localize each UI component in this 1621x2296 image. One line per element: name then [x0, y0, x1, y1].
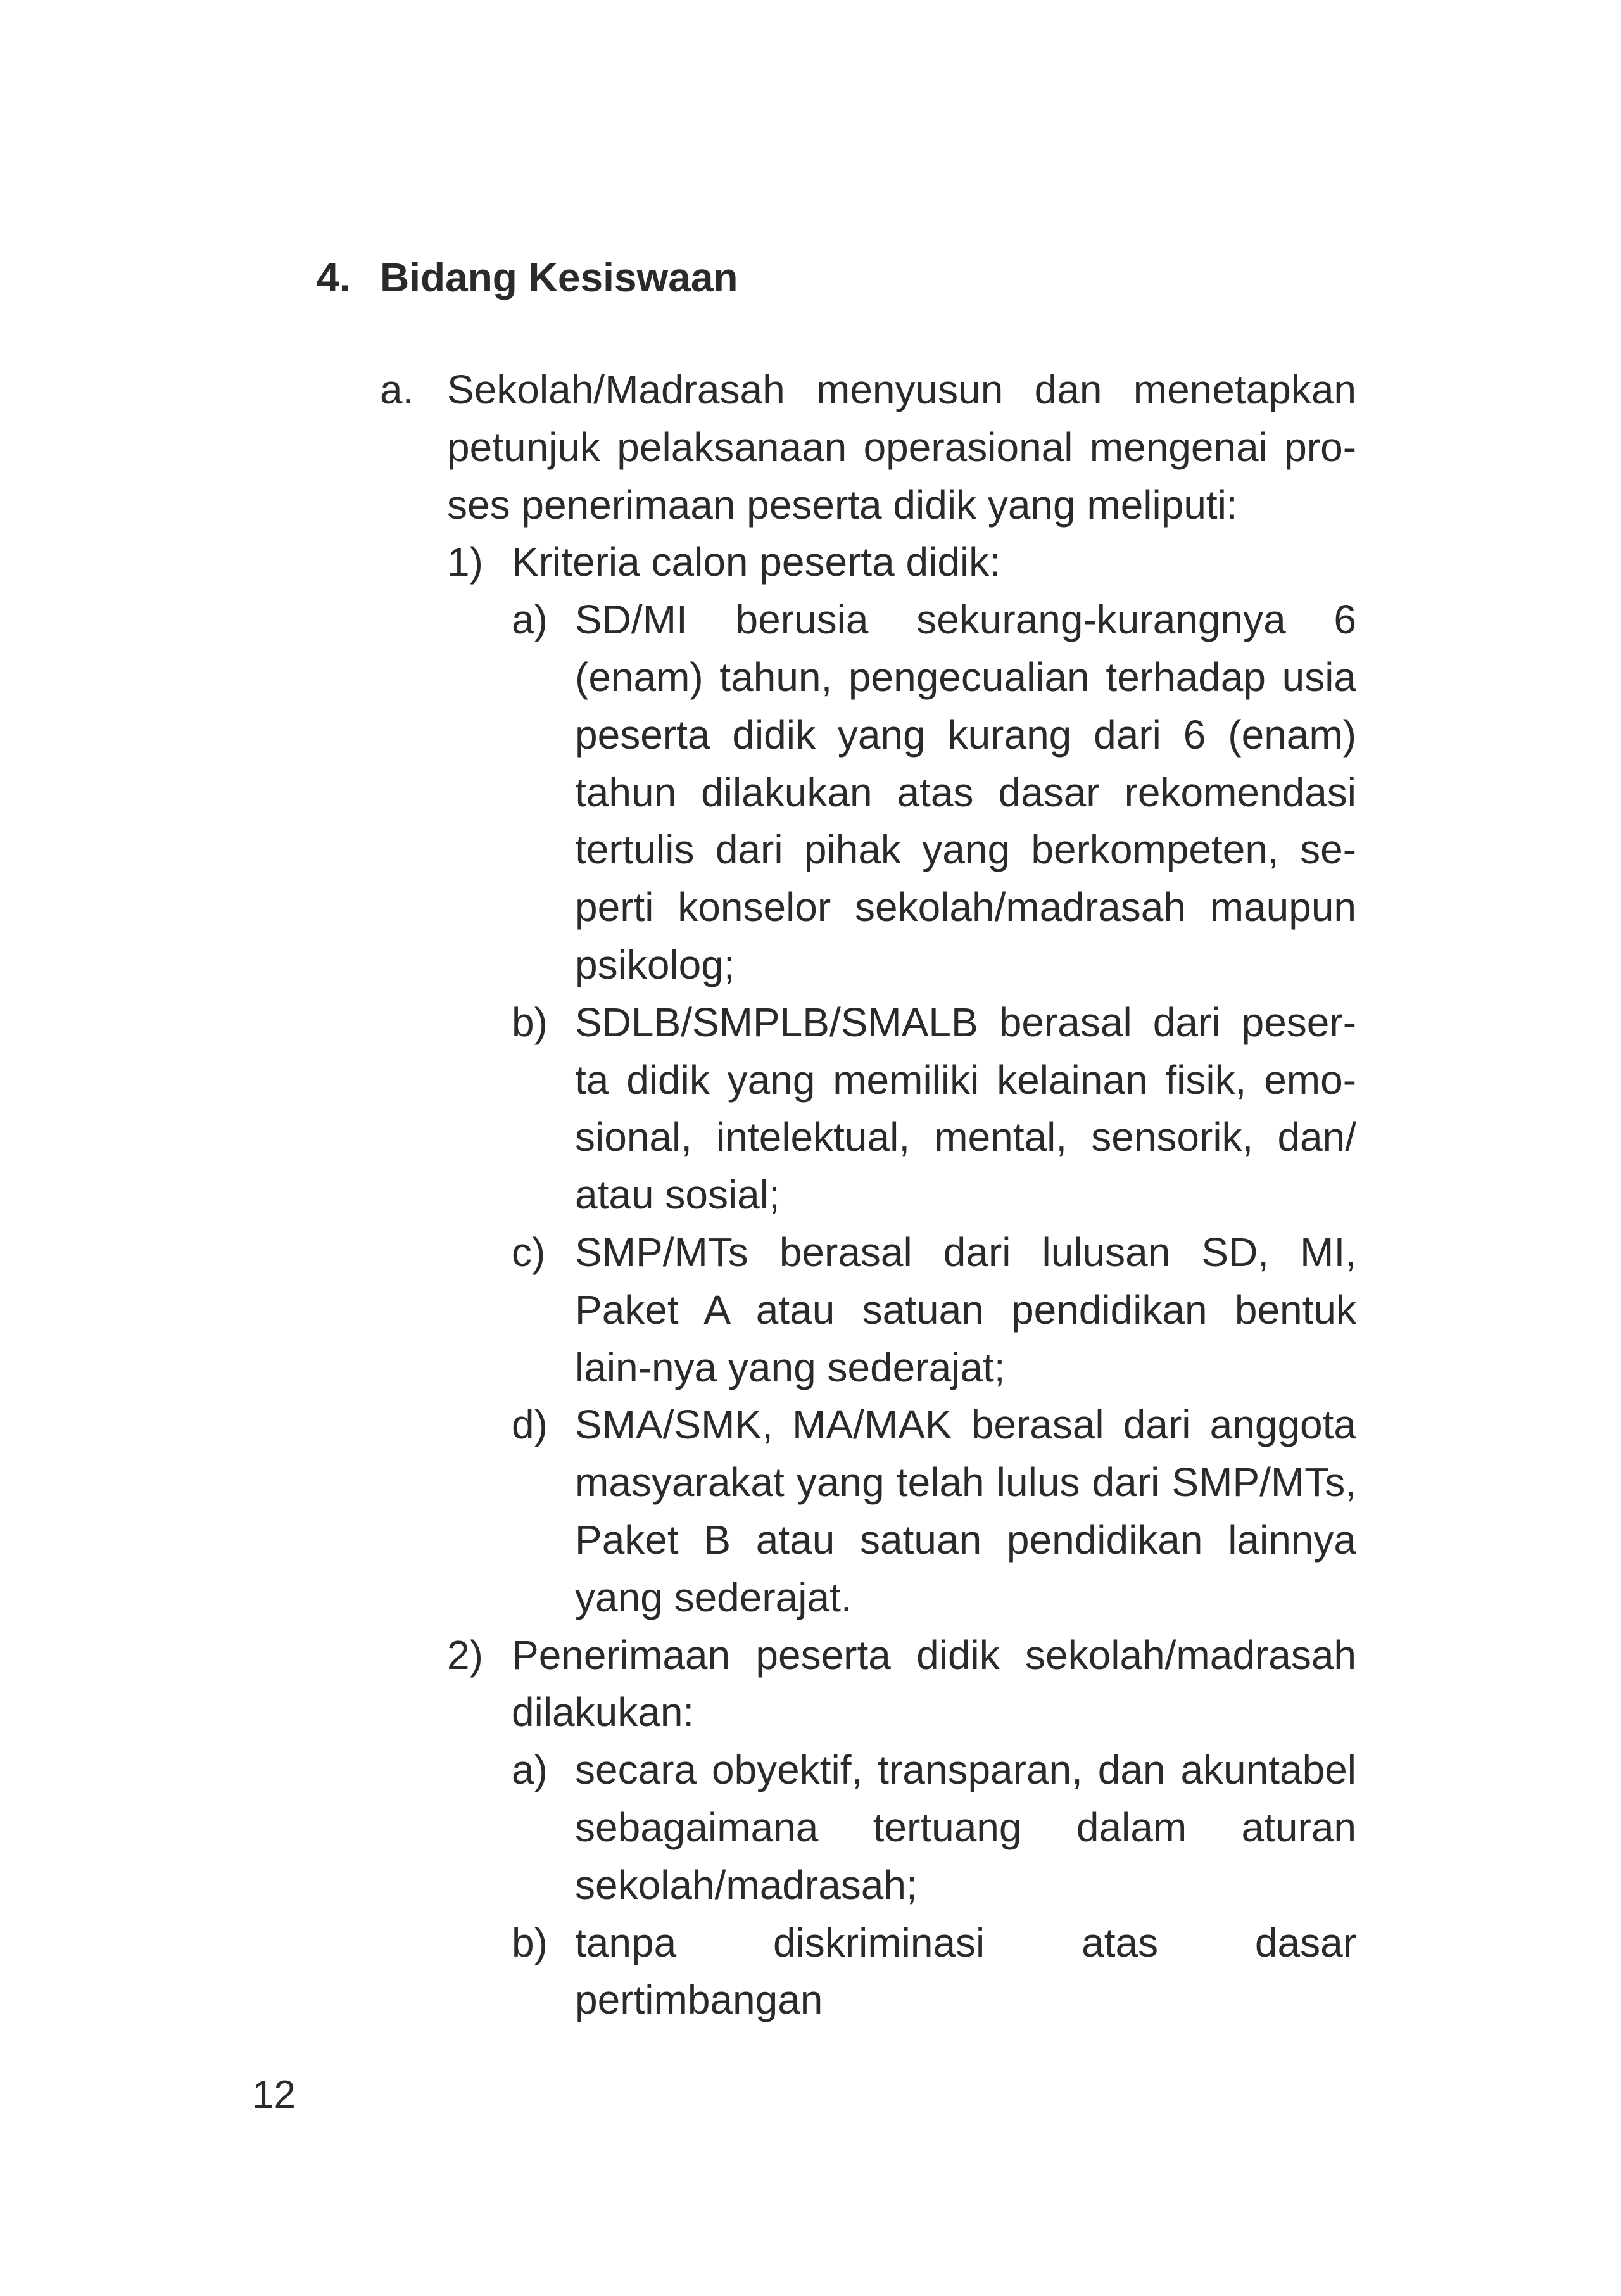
list-item-text: SMA/SMK, MA/MAK berasal dari anggota masyarakat yang telah lulus dari SMP/MTs, Paket B atau satuan pendidikan lainnya yang sederajat.	[575, 1402, 1356, 1620]
list-item-1b	[0, 994, 1621, 1224]
list-item-text: SD/MI berusia sekurang-kurangnya 6 (enam) tahun, pengecualian terhadap usia peserta didik yang kurang dari 6 (enam) tahun dilakukan atas dasar rekomendasi tertulis dari pihak yang berkompeten, se-perti konselor sekolah/madrasah maupun psikolog;	[575, 597, 1356, 987]
section-body	[0, 361, 1621, 2029]
list-marker: d)	[512, 1402, 548, 1448]
page-number: 12	[252, 2073, 296, 2117]
list-item-1d	[0, 1396, 1621, 1626]
list-item-text: tanpa diskriminasi atas dasar pertimbangan	[575, 1919, 1356, 2023]
list-item-text: Kriteria calon peserta didik:	[512, 539, 1000, 585]
list-marker: 2)	[447, 1632, 483, 1678]
list-marker: c)	[512, 1229, 546, 1275]
list-item-text: secara obyektif, transparan, dan akuntabel sebagaimana tertuang dalam aturan sekolah/madrasah;	[575, 1747, 1356, 1908]
list-item-2	[0, 1627, 1621, 1742]
list-item-2b	[0, 1914, 1621, 2029]
list-marker: a)	[512, 597, 548, 643]
section-heading	[317, 252, 738, 303]
list-item-text: SDLB/SMPLB/SMALB berasal dari peser-ta didik yang memiliki kelainan fisik, emo-sional, intelektual, mental, sensorik, dan/ atau sosial;	[575, 999, 1356, 1218]
list-item-text: SMP/MTs berasal dari lulusan SD, MI, Paket A atau satuan pendidikan bentuk lain-nya yang sederajat;	[575, 1229, 1356, 1390]
section-number: 4.	[317, 255, 351, 300]
list-marker: a.	[380, 367, 414, 412]
list-item-1a	[0, 591, 1621, 994]
section-title: Bidang Kesiswaan	[380, 255, 738, 300]
list-item-text: Sekolah/Madrasah menyusun dan menetapkan petunjuk pelaksanaan operasional mengenai pro-ses penerimaan peserta didik yang meliputi:	[447, 367, 1356, 528]
list-item-2a	[0, 1741, 1621, 1913]
list-item-text: Penerimaan peserta didik sekolah/madrasah dilakukan:	[512, 1632, 1356, 1735]
list-marker: b)	[512, 999, 548, 1045]
list-marker: b)	[512, 1919, 548, 1965]
list-marker: a)	[512, 1747, 548, 1793]
list-item-a	[0, 361, 1621, 533]
list-marker: 1)	[447, 539, 483, 585]
list-item-1c	[0, 1224, 1621, 1396]
list-item-1	[0, 533, 1621, 591]
